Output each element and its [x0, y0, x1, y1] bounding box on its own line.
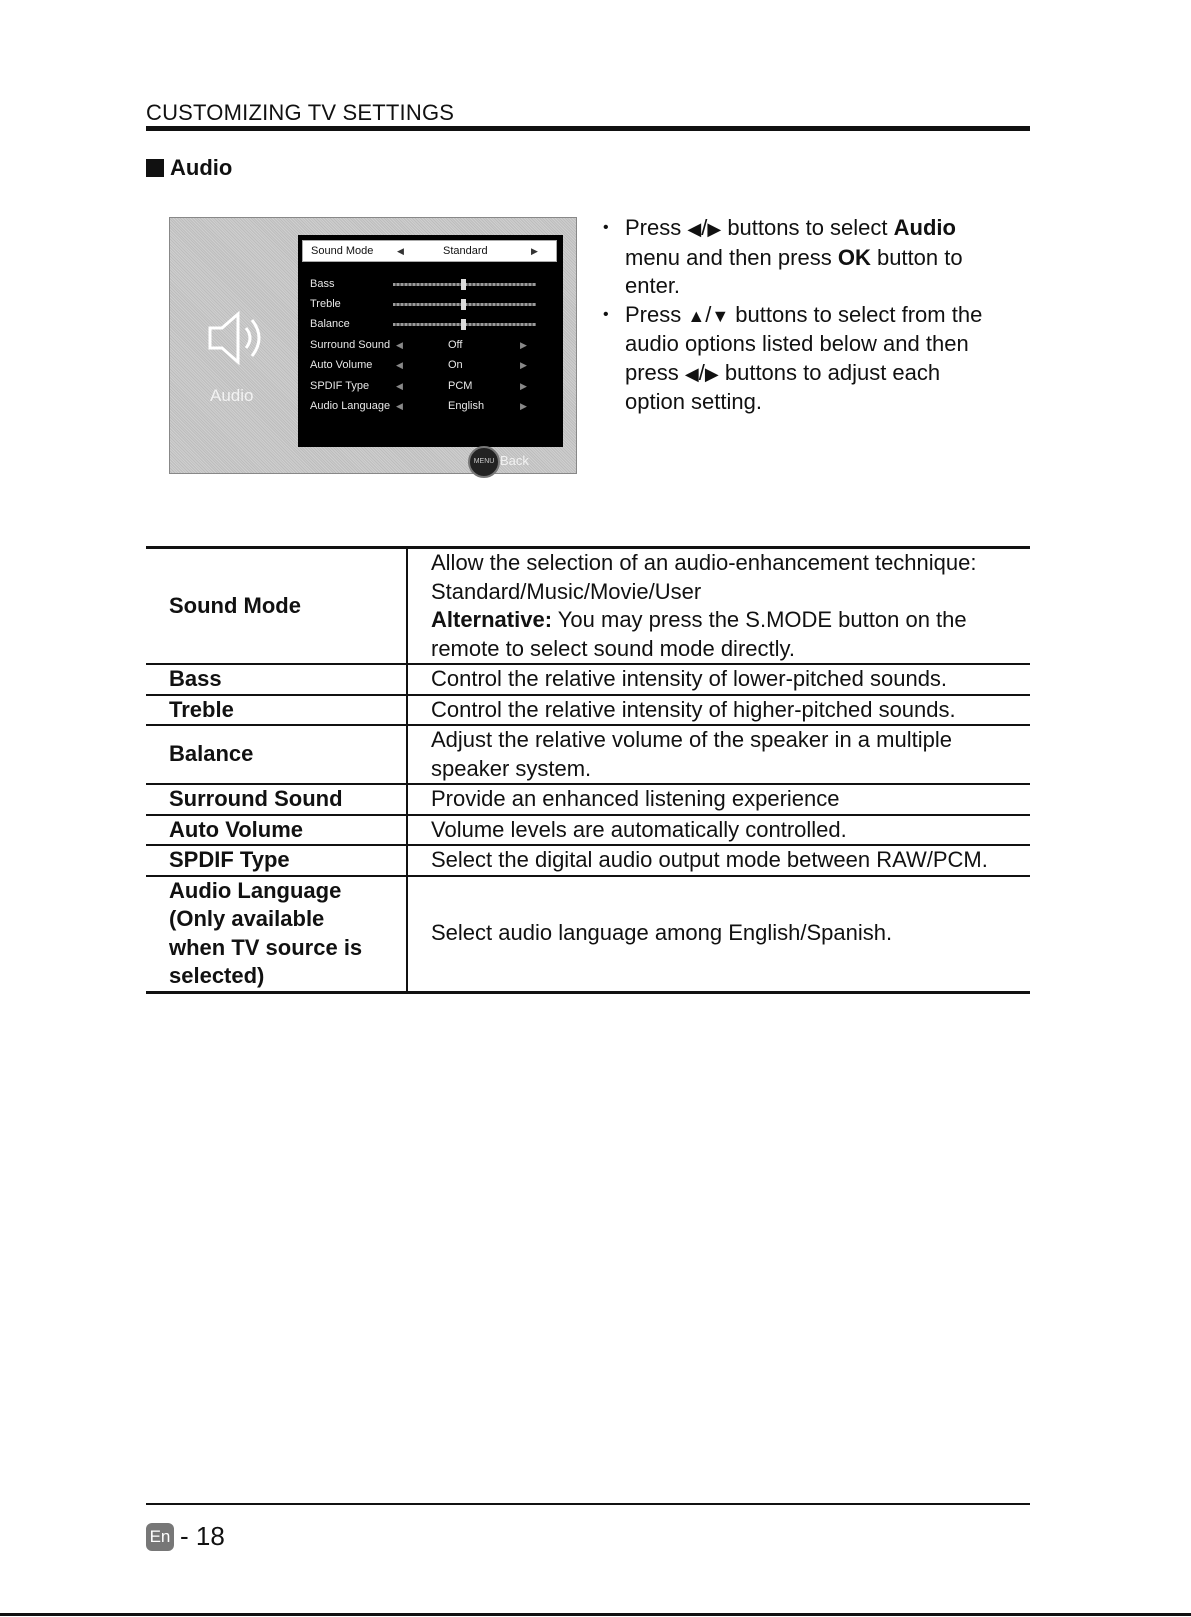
tv-row-auto-volume[interactable]: [298, 355, 563, 375]
instr-text: Press: [625, 215, 682, 240]
tv-row-value: Off: [448, 339, 463, 351]
setting-description: Allow the selection of an audio-enhancement technique: Standard/Music/Movie/User Alternative: You may press the S.MODE button on the remote to select sound mode directly.: [431, 550, 977, 661]
section-title: Audio: [170, 155, 233, 180]
left-arrow-icon: ◀: [684, 363, 699, 384]
bottom-border: [0, 1613, 1191, 1616]
setting-name: Audio Language (Only available when TV source is selected): [146, 876, 407, 993]
left-arrow-icon: ◀: [687, 219, 702, 239]
table-row: [146, 664, 1030, 695]
header-rule: [146, 126, 1030, 131]
treble-slider[interactable]: [393, 303, 536, 306]
instruction-item: • Press ▲/▼ buttons to select from the audio options listed below and then press ◀/▶ buttons to adjust each option setting.: [603, 301, 983, 414]
setting-description: Provide an enhanced listening experience: [431, 786, 840, 811]
instr-bold: OK: [837, 244, 871, 270]
footer-rule: [146, 1503, 1030, 1505]
right-arrow-icon: ▶: [707, 219, 722, 239]
right-arrow-icon: ▶: [531, 245, 538, 256]
down-arrow-icon: ▼: [711, 305, 730, 326]
setting-name: Auto Volume: [146, 815, 407, 846]
square-bullet-icon: [146, 159, 164, 177]
setting-name: Treble: [146, 695, 407, 726]
right-arrow-icon: ▶: [520, 359, 527, 370]
right-arrow-icon: ▶: [520, 339, 527, 350]
page-footer: [146, 1521, 225, 1552]
right-arrow-icon: ▶: [704, 363, 719, 384]
left-arrow-icon: ◀: [396, 339, 403, 350]
tv-row-value: PCM: [448, 380, 473, 392]
instruction-list: [603, 214, 1033, 417]
instruction-item: • Press ◀/▶ buttons to select Audio menu and then press OK button to enter.: [603, 215, 963, 298]
speaker-icon: [204, 306, 268, 370]
table-row: [146, 845, 1030, 876]
left-arrow-icon: ◀: [396, 400, 403, 411]
tv-row-surround-sound[interactable]: [298, 335, 563, 355]
instr-text: menu and then press: [625, 244, 832, 270]
bass-slider[interactable]: [393, 283, 536, 286]
setting-description: Control the relative intensity of lower-pitched sounds.: [431, 666, 948, 691]
tv-row-label: Treble: [310, 298, 341, 310]
setting-name: Balance: [146, 725, 407, 784]
setting-name: Surround Sound: [146, 784, 407, 815]
tv-row-label: Audio Language: [310, 400, 391, 412]
setting-description: Volume levels are automatically controlled.: [431, 816, 847, 842]
left-arrow-icon: ◀: [396, 359, 403, 370]
instr-text: buttons to select from the: [735, 301, 983, 327]
tv-row-value: English: [448, 400, 485, 412]
back-label: Back: [500, 453, 529, 468]
setting-name: SPDIF Type: [146, 845, 407, 876]
tv-row-treble[interactable]: [298, 294, 563, 314]
table-row: [146, 548, 1030, 665]
table-row: [146, 784, 1030, 815]
language-badge: En: [146, 1523, 174, 1551]
tv-row-label: Bass: [310, 278, 335, 290]
tv-row-label: Auto Volume: [310, 359, 373, 371]
tv-row-label: Sound Mode: [311, 245, 374, 257]
instr-text: buttons to adjust each: [724, 359, 941, 385]
bullet-dot: •: [603, 305, 609, 323]
setting-name: Sound Mode: [146, 548, 407, 665]
table-row: [146, 876, 1030, 993]
left-arrow-icon: ◀: [396, 380, 403, 391]
up-arrow-icon: ▲: [687, 305, 706, 326]
tv-menu-panel: [298, 235, 563, 447]
tv-row-audio-language[interactable]: [298, 396, 563, 416]
tv-side-label: Audio: [210, 386, 254, 405]
left-arrow-icon: ◀: [397, 245, 404, 256]
page-number: - 18: [180, 1521, 225, 1551]
tv-row-label: Balance: [310, 318, 350, 330]
instr-text: button to: [876, 244, 963, 270]
tv-row-sound-mode[interactable]: [302, 240, 557, 262]
audio-settings-table: [146, 546, 1030, 994]
instr-text: audio options listed below and then: [625, 331, 969, 356]
setting-description: Select audio language among English/Spanish.: [431, 920, 893, 946]
tv-row-value: On: [448, 359, 463, 371]
section-heading: [146, 155, 232, 181]
instr-text: Press: [625, 301, 682, 327]
right-arrow-icon: ▶: [520, 400, 527, 411]
setting-description: Control the relative intensity of higher-pitched sounds.: [431, 696, 956, 722]
tv-row-value: Standard: [443, 245, 488, 257]
setting-description: Adjust the relative volume of the speaker in a multiple speaker system.: [431, 727, 952, 781]
setting-description: Select the digital audio output mode between RAW/PCM.: [431, 847, 988, 872]
tv-row-balance[interactable]: [298, 314, 563, 334]
instr-text: press: [625, 359, 679, 385]
menu-back-button[interactable]: MENU: [468, 446, 500, 478]
table-row: [146, 815, 1030, 846]
table-row: [146, 725, 1030, 784]
setting-name: Bass: [146, 664, 407, 695]
instr-text: option setting.: [625, 389, 762, 414]
tv-row-spdif-type[interactable]: [298, 376, 563, 396]
tv-row-label: SPDIF Type: [310, 380, 370, 392]
bullet-dot: •: [603, 219, 609, 236]
instr-bold: Audio: [893, 215, 956, 240]
tv-row-label: Surround Sound: [310, 339, 391, 351]
header-title: CUSTOMIZING TV SETTINGS: [146, 100, 455, 125]
instr-text: enter.: [625, 273, 681, 298]
instr-text: buttons to select: [727, 215, 888, 240]
tv-row-bass[interactable]: [298, 274, 563, 294]
right-arrow-icon: ▶: [520, 380, 527, 391]
table-row: [146, 695, 1030, 726]
tv-audio-menu-screenshot: [169, 217, 577, 474]
balance-slider[interactable]: [393, 323, 536, 326]
